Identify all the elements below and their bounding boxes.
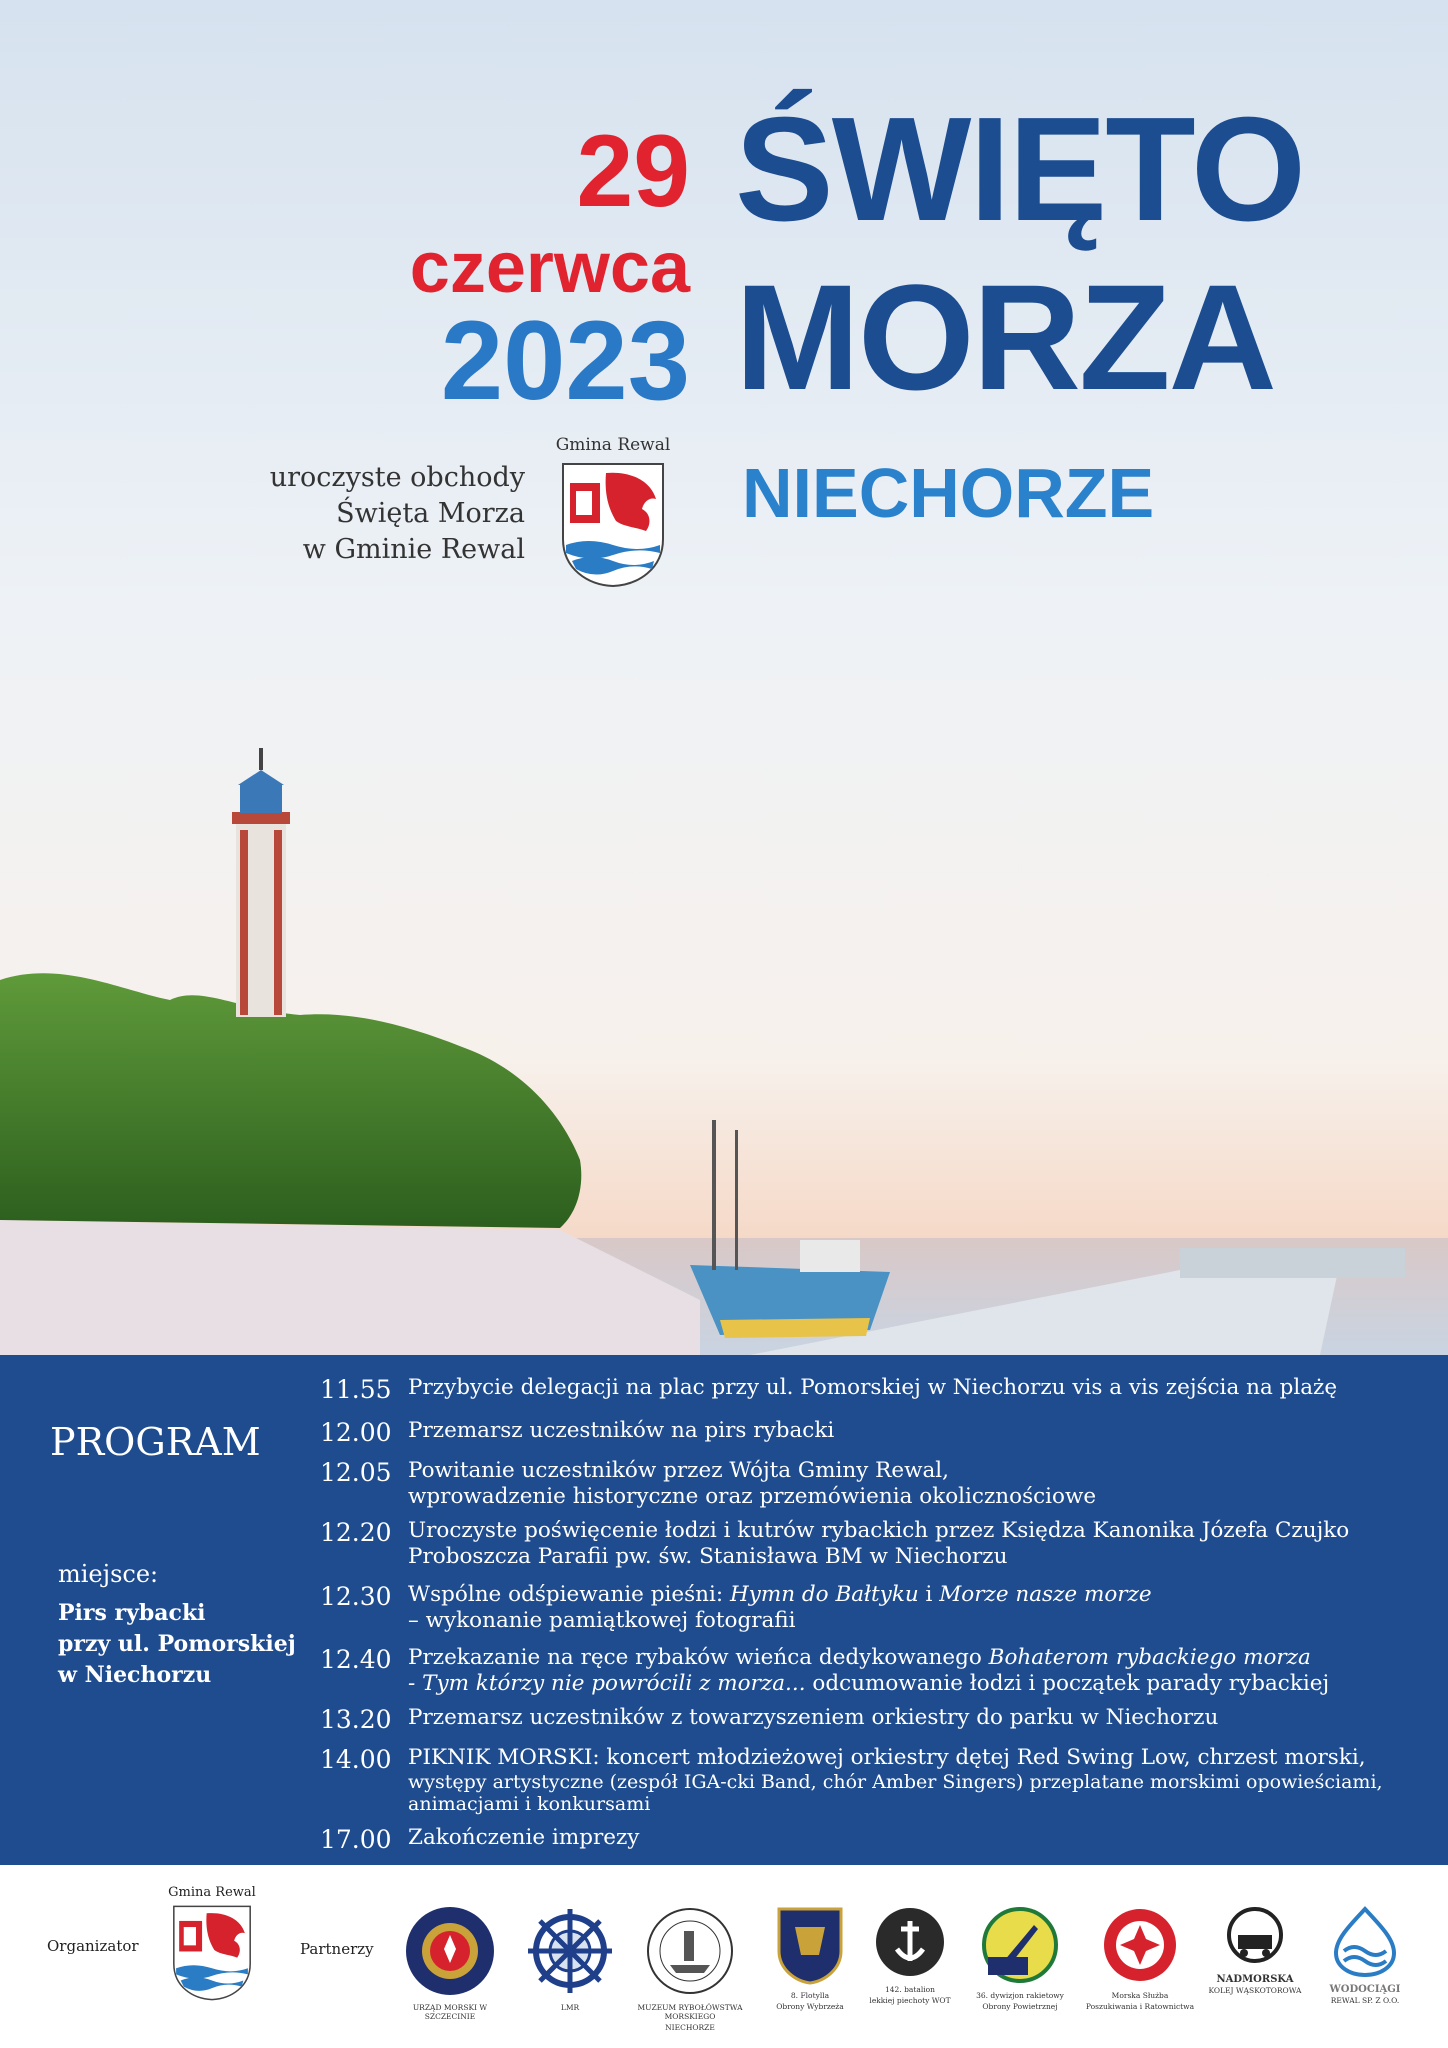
partner-logo-muzeum [630, 1905, 750, 2032]
program-time: 11.55 [320, 1375, 392, 1404]
program-text-segment: PIKNIK MORSKI: koncert młodzieżowej orkiestry dętej Red Swing Low, chrzest morski, [408, 1745, 1366, 1770]
program-description [408, 1518, 1428, 1570]
program-time: 13.20 [320, 1705, 392, 1734]
partner-caption: 8. Flotylla [790, 1991, 830, 2000]
program-description-line [408, 1825, 1428, 1851]
program-description-line [408, 1793, 1428, 1815]
date-year: 2023 [440, 298, 690, 423]
program-text-segment: Przybycie delegacji na plac przy ul. Pomorskiej w Niechorzu vis a vis zejścia na plażę [408, 1375, 1338, 1400]
program-text-segment: Proboszcza Parafii pw. św. Stanisława BM w Niechorzu [408, 1544, 1008, 1569]
program-time: 14.00 [320, 1745, 392, 1774]
program-text-segment: - Tym którzy nie powrócili z morza... [408, 1671, 806, 1696]
program-description-line [408, 1745, 1428, 1771]
subtitle-line: uroczyste obchody [269, 462, 525, 493]
partner-caption: 142. batalion [885, 1985, 935, 1994]
coat-of-arms-icon [558, 461, 668, 589]
program-text-segment: Hymn do Bałtyku [729, 1582, 919, 1607]
place-name-line: Pirs rybacki [58, 1600, 206, 1626]
program-text-segment: i [918, 1582, 940, 1607]
program-description-line [408, 1705, 1428, 1731]
date-day: 29 [576, 114, 690, 228]
sponsors-footer [0, 1865, 1448, 2048]
rocket-badge-icon [980, 1905, 1060, 1985]
partner-logo-142-batalion [850, 1905, 970, 2005]
lighthouse [232, 748, 290, 1017]
partner-logo-lmr [510, 1905, 630, 2012]
event-title-line2: MORZA [735, 253, 1275, 421]
program-description [408, 1418, 1428, 1444]
organizer-crest [162, 1885, 262, 2006]
anchor-badge-icon [873, 1905, 947, 1979]
program-text-segment: Uroczyste poświęcenie łodzi i kutrów rybackich przez Księdza Kanonika Józefa Czujko [408, 1518, 1350, 1543]
program-text-segment: Wspólne odśpiewanie pieśni: [408, 1582, 730, 1607]
program-description-line [408, 1458, 1428, 1484]
partner-caption: WODOCIĄGI [1329, 1984, 1401, 1995]
program-text-segment: Przekazanie na ręce rybaków wieńca dedykowanego [408, 1645, 989, 1670]
program-text-segment: animacjami i konkursami [408, 1793, 651, 1815]
program-description [408, 1825, 1428, 1851]
partner-caption: NIECHORZE [665, 2023, 715, 2032]
program-text-segment: wprowadzenie historyczne oraz przemówienia okolicznościowe [408, 1484, 1097, 1509]
program-description-line [408, 1608, 1428, 1634]
partner-caption: NADMORSKA [1216, 1974, 1294, 1985]
date-month: czerwca [409, 228, 690, 308]
program-time: 17.00 [320, 1825, 392, 1854]
program-description-line [408, 1418, 1428, 1444]
program-description-line [408, 1544, 1428, 1570]
program-time: 12.40 [320, 1645, 392, 1674]
organizer-crest-label: Gmina Rewal [168, 1885, 256, 1900]
partner-caption: URZĄD MORSKI W SZCZECINIE [412, 2003, 488, 2021]
partner-caption: Poszukiwania i Ratownictwa [1085, 2002, 1195, 2011]
partner-logo-urzad-morski [390, 1905, 510, 2021]
urzad-morski-logo-icon [404, 1905, 496, 1997]
event-title-line1: ŚWIĘTO [735, 87, 1305, 252]
place-label: miejsce: [58, 1560, 159, 1588]
event-location: NIECHORZE [742, 454, 1155, 532]
partners-label: Partnerzy [300, 1940, 374, 1958]
partner-caption: MUZEUM RYBOŁÓWSTWA MORSKIEGO [637, 2003, 743, 2021]
partner-caption: KOLEJ WĄSKOTOROWA [1208, 1986, 1302, 1995]
partner-caption: LMR [560, 2003, 580, 2012]
crest-label: Gmina Rewal [555, 435, 671, 455]
ship-wheel-icon [524, 1905, 616, 1997]
program-text-segment: Przemarsz uczestników na pirs rybacki [408, 1418, 835, 1443]
program-text-segment: Powitanie uczestników przez Wójta Gminy Rewal, [408, 1458, 950, 1483]
partner-logo-nadmorska [1195, 1905, 1315, 1995]
partner-caption: 36. dywizjon rakietowy [976, 1991, 1064, 2000]
sar-cross-icon [1100, 1905, 1180, 1985]
program-text-segment: Zakończenie imprezy [408, 1825, 640, 1850]
program-time: 12.05 [320, 1458, 392, 1487]
partner-logo-sar [1080, 1905, 1200, 2011]
gmina-rewal-crest [548, 435, 678, 593]
subtitle-line: w Gminie Rewal [302, 534, 525, 565]
program-description [408, 1458, 1428, 1510]
partner-caption: Morska Służba [1111, 1991, 1169, 2000]
subtitle [250, 460, 525, 568]
place-name-line: w Niechorzu [58, 1662, 212, 1688]
program-title: PROGRAM [50, 1420, 261, 1464]
program-description-line [408, 1771, 1428, 1793]
program-description-line [408, 1671, 1428, 1697]
subtitle-line: Święta Morza [336, 498, 525, 529]
program-description-line [408, 1484, 1428, 1510]
program-time: 12.00 [320, 1418, 392, 1447]
organizer-label: Organizator [47, 1937, 139, 1955]
program-text-segment: – wykonanie pamiątkowej fotografii [408, 1608, 796, 1633]
program-description-line [408, 1518, 1428, 1544]
program-panel [0, 1355, 1448, 1865]
partner-logo-wodociagi [1305, 1905, 1425, 2005]
partner-caption: Obrony Powietrznej [982, 2002, 1058, 2011]
partner-caption: lekkiej piechoty WOT [869, 1996, 951, 2005]
place-name [58, 1598, 298, 1691]
program-description [408, 1375, 1428, 1401]
program-description [408, 1645, 1428, 1697]
program-time: 12.20 [320, 1518, 392, 1547]
program-time: 12.30 [320, 1582, 392, 1611]
train-icon [1220, 1905, 1290, 1969]
place-name-line: przy ul. Pomorskiej [58, 1631, 296, 1657]
program-description-line [408, 1375, 1428, 1401]
museum-lighthouse-logo-icon [644, 1905, 736, 1997]
program-description-line [408, 1645, 1428, 1671]
program-description [408, 1705, 1428, 1731]
program-text-segment: Morze nasze morze [939, 1582, 1152, 1607]
water-wave-icon [1330, 1905, 1400, 1979]
navy-shield-icon [775, 1905, 845, 1985]
program-text-segment: Przemarsz uczestników z towarzyszeniem orkiestry do parku w Niechorzu [408, 1705, 1219, 1730]
program-description-line [408, 1582, 1428, 1608]
partner-caption: REWAL SP. Z O.O. [1330, 1996, 1400, 2005]
partner-caption: Obrony Wybrzeża [776, 2002, 844, 2011]
program-description [408, 1582, 1428, 1634]
program-text-segment: występy artystyczne (zespół IGA-cki Band, chór Amber Singers) przeplatane morskimi opowieściami, [408, 1771, 1383, 1793]
program-description [408, 1745, 1428, 1815]
program-text-segment: odcumowanie łodzi i początek parady rybackiej [805, 1671, 1330, 1696]
coat-of-arms-icon [170, 1904, 254, 2002]
program-text-segment: Bohaterom rybackiego morza [988, 1645, 1311, 1670]
partner-logo-36-dywizjon [960, 1905, 1080, 2011]
